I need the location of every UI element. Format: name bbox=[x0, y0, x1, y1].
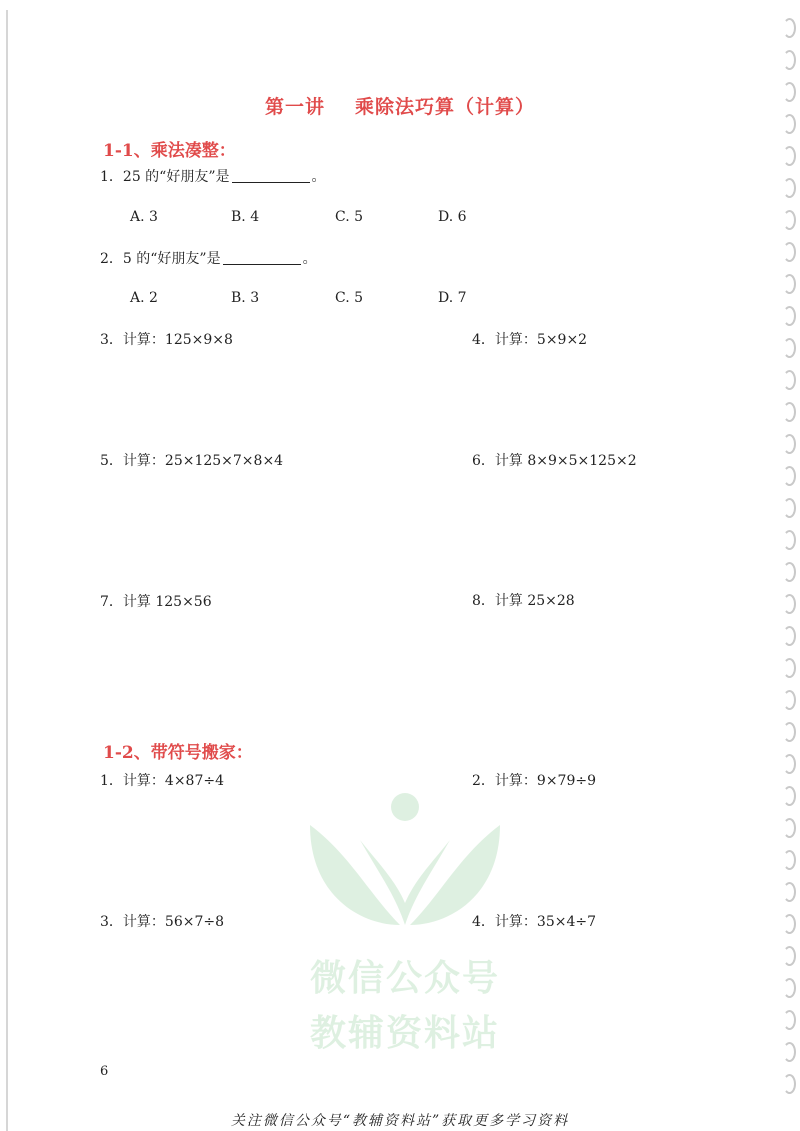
option-a: A. 2 bbox=[130, 290, 158, 306]
question-1-6: 6．计算 8×9×5×125×2 bbox=[472, 453, 637, 469]
binding-ring-icon bbox=[783, 786, 796, 806]
question-2-2: 2．计算：9×79÷9 bbox=[472, 773, 596, 789]
answer-blank[interactable] bbox=[232, 168, 310, 183]
question-text: 2．5 的“好朋友”是 bbox=[100, 251, 221, 267]
binding-ring-icon bbox=[783, 306, 796, 326]
question-text: 1．25 的“好朋友”是 bbox=[100, 169, 230, 185]
page-title bbox=[0, 92, 800, 119]
binding-ring-icon bbox=[783, 1074, 796, 1094]
spiral-binding bbox=[776, 18, 796, 1098]
binding-ring-icon bbox=[783, 498, 796, 518]
question-2-1: 1．计算：4×87÷4 bbox=[100, 773, 224, 789]
section-heading-1: 1-1、乘法凑整： bbox=[103, 141, 236, 161]
title-topic: 乘除法巧算（计算） bbox=[355, 96, 536, 118]
binding-ring-icon bbox=[783, 562, 796, 582]
watermark-line1: 微信公众号 bbox=[309, 958, 500, 999]
binding-ring-icon bbox=[783, 594, 796, 614]
binding-ring-icon bbox=[783, 914, 796, 934]
binding-ring-icon bbox=[783, 50, 796, 70]
footer-note: 关注微信公众号“教辅资料站”获取更多学习资料 bbox=[230, 1113, 570, 1129]
question-suffix: 。 bbox=[302, 251, 317, 267]
option-c: C. 5 bbox=[335, 290, 364, 306]
binding-ring-icon bbox=[783, 18, 796, 38]
binding-ring-icon bbox=[783, 402, 796, 422]
question-1-7: 7．计算 125×56 bbox=[100, 594, 212, 610]
binding-ring-icon bbox=[783, 466, 796, 486]
answer-blank[interactable] bbox=[223, 250, 301, 265]
binding-ring-icon bbox=[783, 1042, 796, 1062]
question-1-3: 3．计算：125×9×8 bbox=[100, 332, 233, 348]
section-heading-2: 1-2、带符号搬家： bbox=[103, 743, 253, 763]
option-c: C. 5 bbox=[335, 209, 364, 225]
page-edge bbox=[6, 10, 8, 1131]
binding-ring-icon bbox=[783, 626, 796, 646]
question-suffix: 。 bbox=[311, 169, 326, 185]
option-b: B. 3 bbox=[231, 290, 260, 306]
question-1-4: 4．计算：5×9×2 bbox=[472, 332, 588, 348]
question-1-8: 8．计算 25×28 bbox=[472, 593, 575, 609]
binding-ring-icon bbox=[783, 690, 796, 710]
page-number: 6 bbox=[100, 1064, 109, 1079]
binding-ring-icon bbox=[783, 242, 796, 262]
binding-ring-icon bbox=[783, 754, 796, 774]
binding-ring-icon bbox=[783, 530, 796, 550]
title-lecture: 第一讲 bbox=[264, 96, 325, 118]
question-2-3: 3．计算：56×7÷8 bbox=[100, 914, 224, 930]
binding-ring-icon bbox=[783, 434, 796, 454]
binding-ring-icon bbox=[783, 658, 796, 678]
binding-ring-icon bbox=[783, 722, 796, 742]
binding-ring-icon bbox=[783, 850, 796, 870]
binding-ring-icon bbox=[783, 946, 796, 966]
binding-ring-icon bbox=[783, 338, 796, 358]
binding-ring-icon bbox=[783, 1010, 796, 1030]
binding-ring-icon bbox=[783, 146, 796, 166]
binding-ring-icon bbox=[783, 978, 796, 998]
binding-ring-icon bbox=[783, 882, 796, 902]
option-a: A. 3 bbox=[130, 209, 158, 225]
question-1-5: 5．计算：25×125×7×8×4 bbox=[100, 453, 284, 469]
binding-ring-icon bbox=[783, 370, 796, 390]
option-b: B. 4 bbox=[231, 209, 260, 225]
question-1-1 bbox=[100, 166, 326, 186]
option-d: D. 6 bbox=[438, 209, 467, 225]
question-1-2 bbox=[100, 248, 317, 268]
binding-ring-icon bbox=[783, 210, 796, 230]
option-d: D. 7 bbox=[438, 290, 467, 306]
question-2-4: 4．计算：35×4÷7 bbox=[472, 914, 596, 930]
binding-ring-icon bbox=[783, 274, 796, 294]
binding-ring-icon bbox=[783, 178, 796, 198]
binding-ring-icon bbox=[783, 818, 796, 838]
watermark-line2: 教辅资料站 bbox=[309, 1013, 500, 1054]
